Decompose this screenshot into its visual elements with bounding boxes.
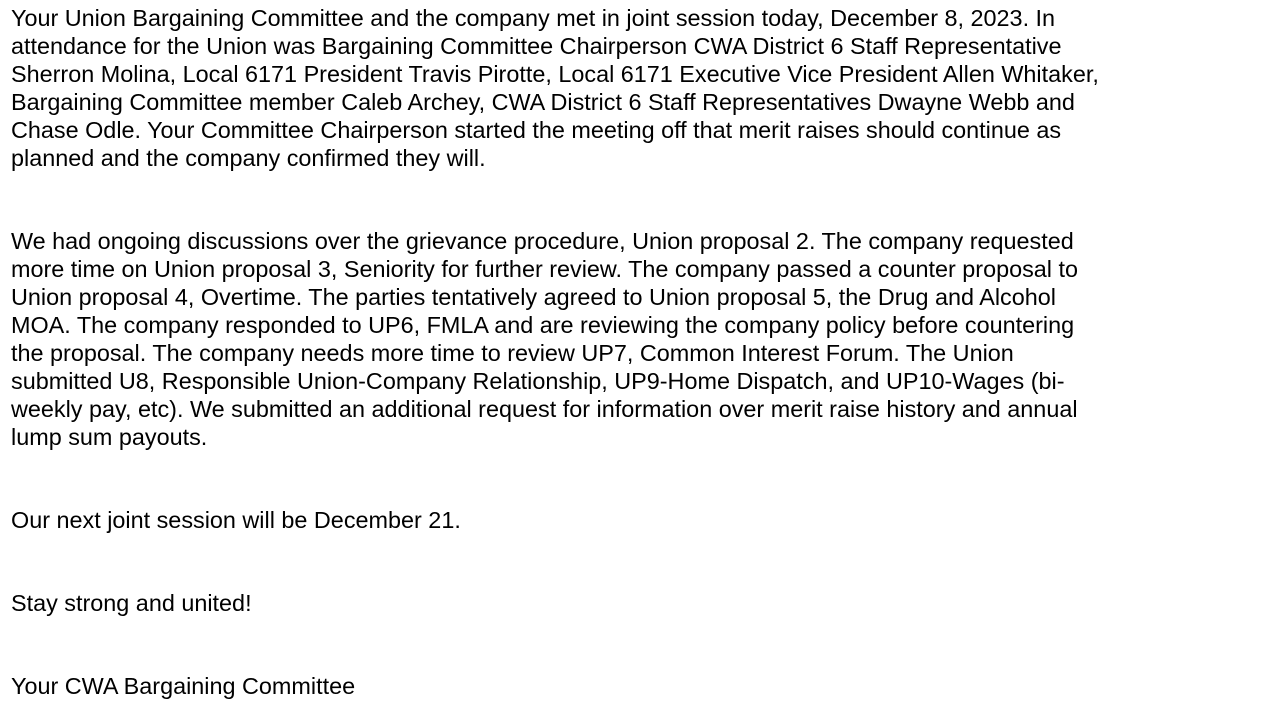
paragraph-proposal-discussions: We had ongoing discussions over the grievance procedure, Union proposal 2. The company requested more time on Union proposal 3, Seniority for further review. The company passed a counter proposal to Union proposal 4, Overtime. The parties tentatively agreed to Union proposal 5, the Drug and Alcohol MOA. The company responded to UP6, FMLA and are reviewing the company policy before countering the proposal. The company needs more time to review UP7, Common Interest Forum. The Union submitted U8, Responsible Union-Company Relationship, UP9-Home Dispatch, and UP10-Wages (bi- weekly pay, etc). We submitted an additional request for information over merit raise history and annual lump sum payouts. — [11, 228, 1079, 450]
paragraph-spacer — [11, 451, 1270, 506]
paragraph-spacer — [11, 534, 1270, 589]
paragraph-closing: Stay strong and united! — [11, 590, 252, 616]
paragraph-spacer — [11, 617, 1270, 672]
paragraph-next-session: Our next joint session will be December 21. — [11, 507, 461, 533]
signature-line: Your CWA Bargaining Committee — [11, 673, 356, 699]
paragraph-spacer — [11, 172, 1270, 227]
paragraph-meeting-attendance: Your Union Bargaining Committee and the company met in joint session today, December 8, 2023. In attendance for the Union was Bargaining Committee Chairperson CWA District 6 Staff Representative Sherron Molina, Local 6171 President Travis Pirotte, Local 6171 Executive Vice President Allen Whitaker, Bargaining Committee member Caleb Archey, CWA District 6 Staff Representatives Dwayne Webb and Chase Odle. Your Committee Chairperson started the meeting off that merit raises should continue as planned and the company confirmed they will. — [11, 5, 1099, 171]
